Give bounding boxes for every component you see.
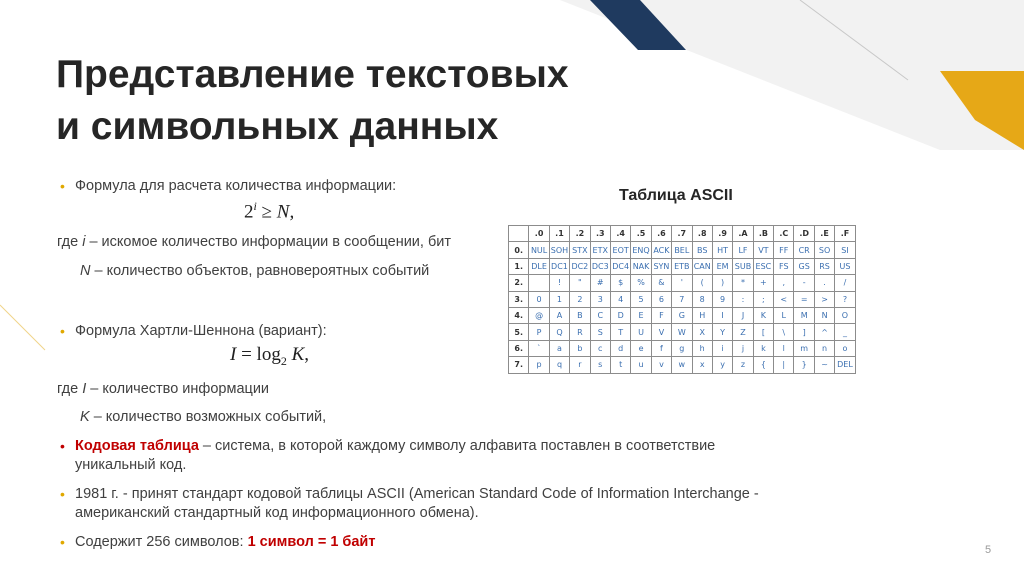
ascii-row bbox=[509, 357, 856, 373]
ascii-cell: w bbox=[672, 357, 692, 373]
ascii-cell: % bbox=[631, 275, 651, 291]
ascii-cell: 2 bbox=[570, 291, 590, 307]
ascii-cell: 7 bbox=[672, 291, 692, 307]
ascii-cell: l bbox=[774, 340, 794, 356]
ascii-row bbox=[509, 242, 856, 258]
bullet-256-symbols: • Содержит 256 символов: 1 символ = 1 байт bbox=[75, 533, 375, 551]
ascii-cell: ) bbox=[712, 275, 732, 291]
ascii-cell: . bbox=[814, 275, 834, 291]
ascii-cell: F bbox=[651, 307, 671, 323]
formula-hartley-inequality: 2$^i$ ≥ N, bbox=[244, 199, 295, 223]
ascii-cell: G bbox=[672, 307, 692, 323]
ascii-cell: EOT bbox=[610, 242, 630, 258]
ascii-cell: B bbox=[570, 307, 590, 323]
ascii-row bbox=[509, 258, 856, 274]
bullet-ascii-1981: • 1981 г. - принят стандарт кодовой таблицы ASCII (American Standard Code of Information Interchange - bbox=[75, 485, 759, 503]
ascii-cell: O bbox=[835, 307, 855, 323]
ascii-cell: A bbox=[549, 307, 569, 323]
ascii-cell: 5 bbox=[631, 291, 651, 307]
ascii-cell: DEL bbox=[835, 357, 855, 373]
ascii-cell: T bbox=[610, 324, 630, 340]
ascii-cell: ^ bbox=[814, 324, 834, 340]
ascii-cell: - bbox=[794, 275, 814, 291]
where-I-text: где I – количество информации bbox=[57, 381, 270, 397]
ascii-cell: H bbox=[692, 307, 712, 323]
ascii-cell: EM bbox=[712, 258, 732, 274]
ascii-cell: M bbox=[794, 307, 814, 323]
ascii-cell: 6 bbox=[651, 291, 671, 307]
ascii-cell: 1 bbox=[549, 291, 569, 307]
ascii-cell: X bbox=[692, 324, 712, 340]
ascii-cell: ETB bbox=[672, 258, 692, 274]
ascii-cell: [ bbox=[753, 324, 773, 340]
ascii-cell: _ bbox=[835, 324, 855, 340]
ascii-row-header: 3. bbox=[509, 291, 529, 307]
ascii-cell: f bbox=[651, 340, 671, 356]
ascii-cell: ` bbox=[529, 340, 549, 356]
bullet-formula-intro: • Формула для расчета количества информации: bbox=[75, 177, 396, 195]
ascii-col-header: .1 bbox=[549, 226, 569, 242]
ascii-cell: + bbox=[753, 275, 773, 291]
n-definition-text: N – количество объектов, равновероятных событий bbox=[80, 263, 430, 279]
ascii-cell: n bbox=[814, 340, 834, 356]
slide-title bbox=[56, 49, 676, 153]
bullet-hartley-formula: • Формула Хартли-Шеннона (вариант): bbox=[75, 322, 327, 340]
ascii-cell: i bbox=[712, 340, 732, 356]
ascii-cell: 0 bbox=[529, 291, 549, 307]
ascii-cell: S bbox=[590, 324, 610, 340]
ascii-row-header: 4. bbox=[509, 307, 529, 323]
ascii-cell: 9 bbox=[712, 291, 732, 307]
ascii-cell: NAK bbox=[631, 258, 651, 274]
ascii-cell: ] bbox=[794, 324, 814, 340]
ascii-cell: | bbox=[774, 357, 794, 373]
page-number: 5 bbox=[985, 544, 992, 556]
ascii-cell: o bbox=[835, 340, 855, 356]
ascii-cell: : bbox=[733, 291, 753, 307]
ascii-col-header: .B bbox=[753, 226, 773, 242]
ascii-cell: ' bbox=[672, 275, 692, 291]
ascii-cell: h bbox=[692, 340, 712, 356]
ascii-cell: HT bbox=[712, 242, 732, 258]
ascii-cell: z bbox=[733, 357, 753, 373]
ascii-cell: ESC bbox=[753, 258, 773, 274]
ascii-corner-cell bbox=[509, 226, 529, 242]
ascii-cell: FS bbox=[774, 258, 794, 274]
ascii-cell: , bbox=[774, 275, 794, 291]
ascii-cell: RS bbox=[814, 258, 834, 274]
ascii-col-header: .2 bbox=[570, 226, 590, 242]
ascii-cell: Z bbox=[733, 324, 753, 340]
ascii-cell: ( bbox=[692, 275, 712, 291]
ascii-row bbox=[509, 324, 856, 340]
ascii-cell: L bbox=[774, 307, 794, 323]
ascii-cell: VT bbox=[753, 242, 773, 258]
ascii-cell: DLE bbox=[529, 258, 549, 274]
ascii-cell: ENQ bbox=[631, 242, 651, 258]
ascii-row bbox=[509, 307, 856, 323]
ascii-col-header: .A bbox=[733, 226, 753, 242]
ascii-cell: q bbox=[549, 357, 569, 373]
ascii-cell: DC1 bbox=[549, 258, 569, 274]
ascii-col-header: .0 bbox=[529, 226, 549, 242]
bullet-ascii-1981-cont: американский стандартный код информационного обмена). bbox=[75, 505, 479, 521]
k-definition-text: K – количество возможных событий, bbox=[80, 409, 327, 425]
ascii-cell: e bbox=[631, 340, 651, 356]
ascii-header-row bbox=[509, 226, 856, 242]
ascii-col-header: .8 bbox=[692, 226, 712, 242]
ascii-cell: D bbox=[610, 307, 630, 323]
bullet-code-table: • Кодовая таблица – система, в которой каждому символу алфавита поставлен в соответствие bbox=[75, 437, 715, 455]
title-line-1: Представление текстовых bbox=[56, 53, 569, 96]
ascii-cell: SUB bbox=[733, 258, 753, 274]
ascii-cell: j bbox=[733, 340, 753, 356]
ascii-cell: d bbox=[610, 340, 630, 356]
ascii-cell: c bbox=[590, 340, 610, 356]
ascii-cell: 4 bbox=[610, 291, 630, 307]
ascii-cell: * bbox=[733, 275, 753, 291]
ascii-row-header: 5. bbox=[509, 324, 529, 340]
ascii-cell: a bbox=[549, 340, 569, 356]
ascii-cell: E bbox=[631, 307, 651, 323]
ascii-cell: J bbox=[733, 307, 753, 323]
ascii-cell: DC3 bbox=[590, 258, 610, 274]
ascii-cell: I bbox=[712, 307, 732, 323]
ascii-cell: NUL bbox=[529, 242, 549, 258]
ascii-cell: DC4 bbox=[610, 258, 630, 274]
ascii-col-header: .9 bbox=[712, 226, 732, 242]
ascii-row-header: 0. bbox=[509, 242, 529, 258]
ascii-cell: BEL bbox=[672, 242, 692, 258]
ascii-cell: ~ bbox=[814, 357, 834, 373]
ascii-cell: STX bbox=[570, 242, 590, 258]
ascii-row bbox=[509, 275, 856, 291]
ascii-row bbox=[509, 340, 856, 356]
ascii-cell: SI bbox=[835, 242, 855, 258]
ascii-cell: 8 bbox=[692, 291, 712, 307]
ascii-row-header: 6. bbox=[509, 340, 529, 356]
ascii-cell: s bbox=[590, 357, 610, 373]
ascii-cell: u bbox=[631, 357, 651, 373]
ascii-cell: k bbox=[753, 340, 773, 356]
ascii-cell: g bbox=[672, 340, 692, 356]
ascii-cell: P bbox=[529, 324, 549, 340]
ascii-cell: # bbox=[590, 275, 610, 291]
ascii-cell: y bbox=[712, 357, 732, 373]
title-line-2: и символьных данных bbox=[56, 105, 499, 148]
ascii-col-header: .5 bbox=[631, 226, 651, 242]
ascii-cell: CAN bbox=[692, 258, 712, 274]
ascii-cell: BS bbox=[692, 242, 712, 258]
ascii-cell: v bbox=[651, 357, 671, 373]
ascii-col-header: .E bbox=[814, 226, 834, 242]
ascii-cell: m bbox=[794, 340, 814, 356]
thin-yellow-line bbox=[0, 305, 45, 350]
ascii-cell: & bbox=[651, 275, 671, 291]
ascii-table-title: Таблица ASCII bbox=[619, 187, 733, 204]
ascii-cell: { bbox=[753, 357, 773, 373]
ascii-cell: p bbox=[529, 357, 549, 373]
ascii-cell: Y bbox=[712, 324, 732, 340]
ascii-col-header: .F bbox=[835, 226, 855, 242]
ascii-cell: SO bbox=[814, 242, 834, 258]
where-i-text: где i – искомое количество информации в сообщении, бит bbox=[57, 234, 452, 250]
ascii-cell: ETX bbox=[590, 242, 610, 258]
ascii-row-header: 7. bbox=[509, 357, 529, 373]
ascii-cell: GS bbox=[794, 258, 814, 274]
ascii-cell: " bbox=[570, 275, 590, 291]
ascii-cell: ? bbox=[835, 291, 855, 307]
ascii-cell: / bbox=[835, 275, 855, 291]
ascii-cell: 3 bbox=[590, 291, 610, 307]
ascii-cell: b bbox=[570, 340, 590, 356]
ascii-row-header: 1. bbox=[509, 258, 529, 274]
ascii-cell: ACK bbox=[651, 242, 671, 258]
ascii-cell: = bbox=[794, 291, 814, 307]
ascii-cell: US bbox=[835, 258, 855, 274]
ascii-cell: ; bbox=[753, 291, 773, 307]
ascii-col-header: .3 bbox=[590, 226, 610, 242]
ascii-cell: \ bbox=[774, 324, 794, 340]
ascii-row bbox=[509, 291, 856, 307]
ascii-cell: @ bbox=[529, 307, 549, 323]
ascii-cell: V bbox=[651, 324, 671, 340]
formula-hartley-log: $I = \log_2 K$, bbox=[230, 344, 310, 368]
ascii-cell: $ bbox=[610, 275, 630, 291]
ascii-row-header: 2. bbox=[509, 275, 529, 291]
ascii-cell: } bbox=[794, 357, 814, 373]
ascii-cell: Q bbox=[549, 324, 569, 340]
ascii-cell: ! bbox=[549, 275, 569, 291]
ascii-cell: LF bbox=[733, 242, 753, 258]
ascii-cell: R bbox=[570, 324, 590, 340]
ascii-col-header: .7 bbox=[672, 226, 692, 242]
ascii-cell: SOH bbox=[549, 242, 569, 258]
ascii-cell: W bbox=[672, 324, 692, 340]
ascii-cell: x bbox=[692, 357, 712, 373]
ascii-cell: C bbox=[590, 307, 610, 323]
ascii-cell bbox=[529, 275, 549, 291]
ascii-col-header: .D bbox=[794, 226, 814, 242]
ascii-cell: K bbox=[753, 307, 773, 323]
ascii-table bbox=[508, 225, 856, 374]
ascii-cell: N bbox=[814, 307, 834, 323]
ascii-cell: r bbox=[570, 357, 590, 373]
ascii-cell: SYN bbox=[651, 258, 671, 274]
ascii-cell: FF bbox=[774, 242, 794, 258]
ascii-col-header: .C bbox=[774, 226, 794, 242]
ascii-cell: < bbox=[774, 291, 794, 307]
ascii-cell: DC2 bbox=[570, 258, 590, 274]
ascii-cell: t bbox=[610, 357, 630, 373]
ascii-cell: > bbox=[814, 291, 834, 307]
ascii-col-header: .6 bbox=[651, 226, 671, 242]
ascii-cell: U bbox=[631, 324, 651, 340]
ascii-cell: CR bbox=[794, 242, 814, 258]
ascii-col-header: .4 bbox=[610, 226, 630, 242]
bullet-code-table-cont: уникальный код. bbox=[75, 457, 187, 473]
